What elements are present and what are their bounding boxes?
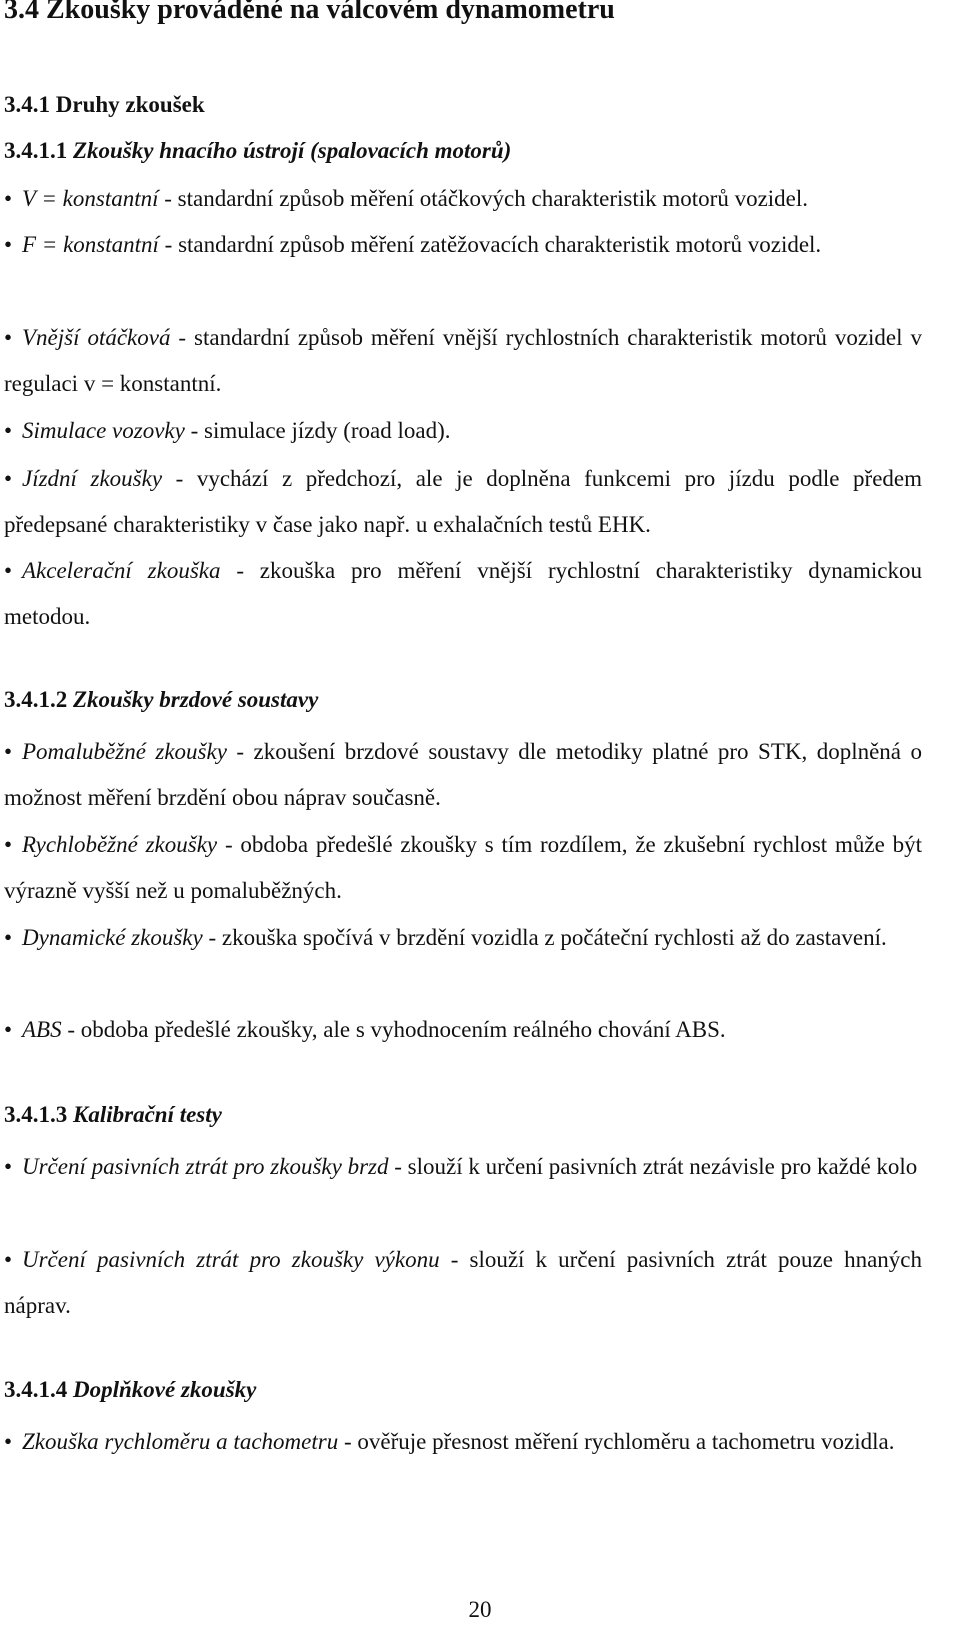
list-item (4, 915, 922, 961)
section-title: Zkoušky brzdové soustavy (73, 687, 319, 712)
bullet-icon: • (4, 925, 13, 950)
bullet-icon: • (4, 325, 13, 350)
list-item (4, 222, 922, 268)
item-text: - simulace jízdy (road load). (184, 418, 451, 443)
bullet-icon: • (4, 558, 13, 583)
item-term: V = konstantní (22, 186, 159, 211)
page-number: 20 (468, 1597, 492, 1622)
item-text: - slouží k určení pasivních ztrát pouze hnaných náprav. (4, 1247, 922, 1318)
item-term: Simulace vozovky (22, 418, 185, 443)
section-number: 3.4.1.4 (4, 1377, 68, 1402)
list-item (4, 1007, 922, 1053)
bullet-icon: • (4, 1017, 13, 1042)
list-item (4, 408, 922, 454)
bullet-icon: • (4, 832, 13, 857)
item-text: - standardní způsob měření vnější rychlostních charakteristik motorů vozidel v regulaci v = konstantní. (4, 325, 922, 396)
subsection-heading: 3.4.1 Druhy zkoušek (4, 92, 205, 117)
section-title: Kalibrační testy (73, 1102, 222, 1127)
item-text: - zkoušení brzdové soustavy dle metodiky platné pro STK, doplněná o možnost měření brzdění obou náprav současně. (4, 739, 922, 810)
item-text: - standardní způsob měření otáčkových charakteristik motorů vozidel. (158, 186, 809, 211)
list-item (4, 315, 922, 407)
list-item (4, 1419, 922, 1465)
item-term: Akcelerační zkouška (22, 558, 221, 583)
item-term: ABS (22, 1017, 62, 1042)
item-text: - obdoba předešlé zkoušky, ale s vyhodnocením reálného chování ABS. (61, 1017, 726, 1042)
section-number: 3.4.1.3 (4, 1102, 68, 1127)
bullet-icon: • (4, 418, 13, 443)
bullet-icon: • (4, 466, 13, 491)
item-term: Určení pasivních ztrát pro zkoušky brzd (22, 1154, 389, 1179)
section-title: Zkoušky hnacího ústrojí (spalovacích motorů) (73, 138, 512, 163)
item-text: - vychází z předchozí, ale je doplněna funkcemi pro jízdu podle předem předepsané charakteristiky v čase jako např. u exhalačních testů EHK. (4, 466, 923, 537)
bullet-icon: • (4, 739, 13, 764)
list-item (4, 548, 922, 640)
item-term: Zkouška rychloměru a tachometru (22, 1429, 339, 1454)
item-text: - zkouška pro měření vnější rychlostní charakteristiky dynamickou metodou. (4, 558, 922, 629)
item-text: - standardní způsob měření zatěžovacích charakteristik motorů vozidel. (158, 232, 822, 257)
list-item (4, 456, 922, 548)
list-item (4, 176, 922, 222)
bullet-icon: • (4, 1247, 13, 1272)
item-text: - ověřuje přesnost měření rychloměru a tachometru vozidla. (338, 1429, 895, 1454)
list-item (4, 1144, 922, 1190)
item-term: F = konstantní (22, 232, 159, 257)
bullet-icon: • (4, 232, 13, 257)
section-heading (4, 687, 318, 713)
chapter-heading: 3.4 Zkoušky prováděné na válcovém dynamometru (4, 0, 615, 25)
section-title: Doplňkové zkoušky (73, 1377, 257, 1402)
item-text: - obdoba předešlé zkoušky s tím rozdílem, že zkušební rychlost může být výrazně vyšší než u pomaluběžných. (4, 832, 922, 903)
bullet-icon: • (4, 186, 13, 211)
section-heading (4, 1102, 222, 1128)
item-term: Vnější otáčková (22, 325, 171, 350)
section-number: 3.4.1.2 (4, 687, 68, 712)
list-item (4, 822, 922, 914)
bullet-icon: • (4, 1154, 13, 1179)
item-term: Rychloběžné zkoušky (22, 832, 218, 857)
list-item (4, 729, 922, 821)
item-text: - slouží k určení pasivních ztrát nezávisle pro každé kolo (388, 1154, 918, 1179)
section-number: 3.4.1.1 (4, 138, 68, 163)
item-term: Pomaluběžné zkoušky (22, 739, 227, 764)
bullet-icon: • (4, 1429, 13, 1454)
item-term: Jízdní zkoušky (22, 466, 163, 491)
section-heading (4, 1377, 256, 1403)
item-term: Určení pasivních ztrát pro zkoušky výkonu (22, 1247, 440, 1272)
section-heading (4, 138, 511, 164)
item-text: - zkouška spočívá v brzdění vozidla z počáteční rychlosti až do zastavení. (202, 925, 887, 950)
list-item (4, 1237, 922, 1329)
item-term: Dynamické zkoušky (22, 925, 203, 950)
